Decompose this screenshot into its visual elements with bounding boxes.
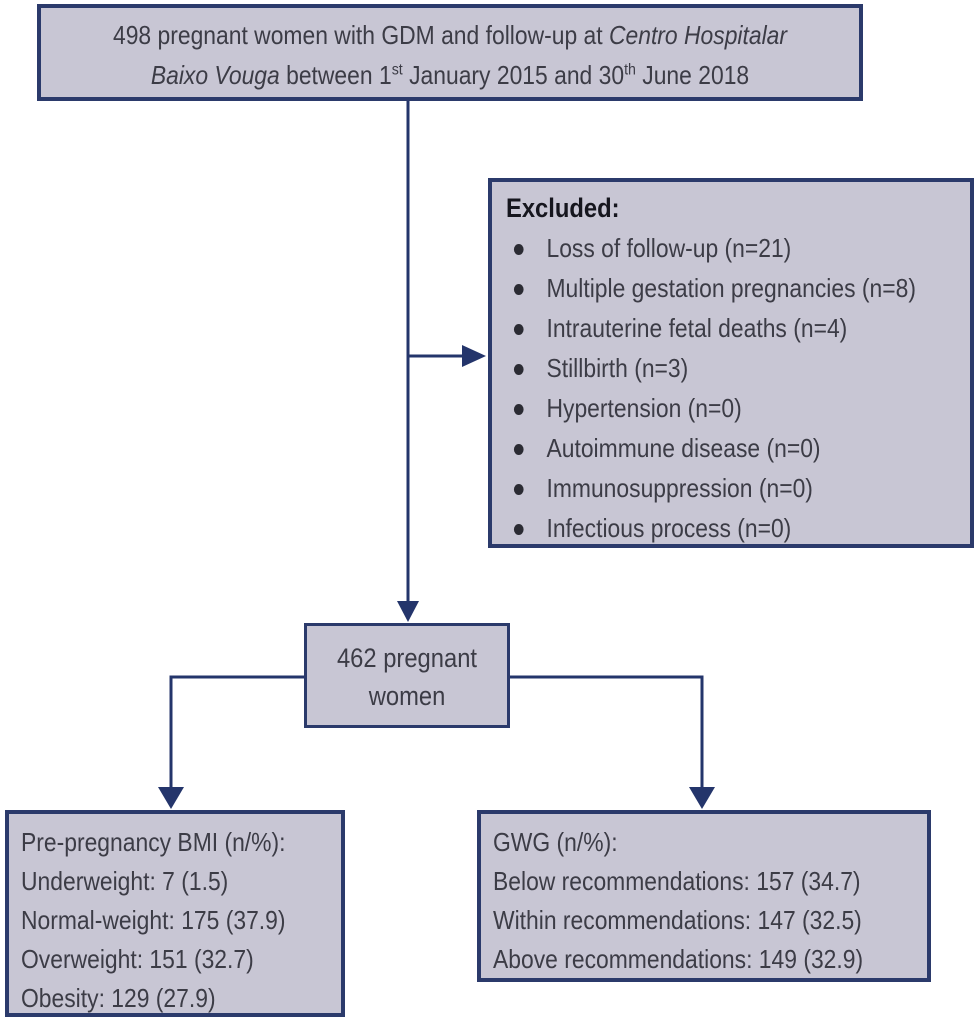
bmi-box xyxy=(5,810,345,1017)
bullet-icon xyxy=(514,244,524,255)
excluded-item xyxy=(506,388,914,428)
gwg-box xyxy=(477,810,931,982)
gwg-item: Within recommendations: 147 (32.5) xyxy=(493,905,862,935)
excluded-title: Excluded: xyxy=(506,193,620,223)
excluded-item-text: Hypertension (n=0) xyxy=(546,393,742,423)
bmi-item: Underweight: 7 (1.5) xyxy=(21,866,229,896)
arrow-down-to-gwg-icon xyxy=(689,787,715,809)
excluded-item xyxy=(506,268,914,308)
excluded-item xyxy=(506,508,914,548)
bmi-item: Normal-weight: 175 (37.9) xyxy=(21,905,286,935)
gwg-item: Above recommendations: 149 (32.9) xyxy=(493,944,864,974)
excluded-item-text: Infectious process (n=0) xyxy=(546,513,792,543)
excluded-list xyxy=(506,228,970,548)
gwg-title: GWG (n/%): xyxy=(493,827,618,857)
hospital-name-part1: Centro Hospitalar xyxy=(608,20,788,50)
bullet-icon xyxy=(514,284,524,295)
arrow-right-to-excluded-icon xyxy=(462,345,486,367)
excluded-item-text: Immunosuppression (n=0) xyxy=(546,473,813,503)
date-range-text-c: June 2018 xyxy=(635,60,750,90)
bullet-icon xyxy=(514,324,524,335)
ordinal-sup-th: th xyxy=(624,60,636,79)
enrollment-text: 498 pregnant women with GDM and follow-up at xyxy=(112,20,609,50)
ordinal-sup-st: st xyxy=(391,60,403,79)
bmi-item: Obesity: 129 (27.9) xyxy=(21,983,216,1013)
arrow-down-to-bmi-icon xyxy=(158,787,184,809)
excluded-item xyxy=(506,428,914,468)
bullet-icon xyxy=(514,524,524,535)
enrollment-box xyxy=(37,4,863,101)
excluded-item xyxy=(506,308,914,348)
right-branch-line xyxy=(510,677,702,788)
hospital-name-part2: Baixo Vouga xyxy=(150,60,280,90)
enrollment-line1 xyxy=(90,15,810,55)
cohort-line2: women xyxy=(368,681,446,711)
left-branch-line xyxy=(171,677,304,788)
excluded-item-text: Loss of follow-up (n=21) xyxy=(546,233,792,263)
bmi-title: Pre-pregnancy BMI (n/%): xyxy=(21,827,286,857)
excluded-item xyxy=(506,228,914,268)
cohort-box xyxy=(304,623,510,728)
cohort-line1: 462 pregnant xyxy=(336,643,478,673)
bmi-item: Overweight: 151 (32.7) xyxy=(21,944,254,974)
bullet-icon xyxy=(514,484,524,495)
date-range-text-a: between 1 xyxy=(279,60,392,90)
excluded-item-text: Multiple gestation pregnancies (n=8) xyxy=(546,273,916,303)
bullet-icon xyxy=(514,444,524,455)
excluded-item-text: Autoimmune disease (n=0) xyxy=(546,433,821,463)
bullet-icon xyxy=(514,404,524,415)
gwg-item: Below recommendations: 157 (34.7) xyxy=(493,866,861,896)
excluded-item-text: Stillbirth (n=3) xyxy=(546,353,689,383)
date-range-text-b: January 2015 and 30 xyxy=(402,60,625,90)
excluded-item xyxy=(506,348,914,388)
arrow-down-to-cohort-icon xyxy=(397,601,419,622)
excluded-box xyxy=(488,178,974,548)
bullet-icon xyxy=(514,364,524,375)
enrollment-line2 xyxy=(90,55,810,95)
excluded-item xyxy=(506,468,914,508)
excluded-item-text: Intrauterine fetal deaths (n=4) xyxy=(546,313,848,343)
